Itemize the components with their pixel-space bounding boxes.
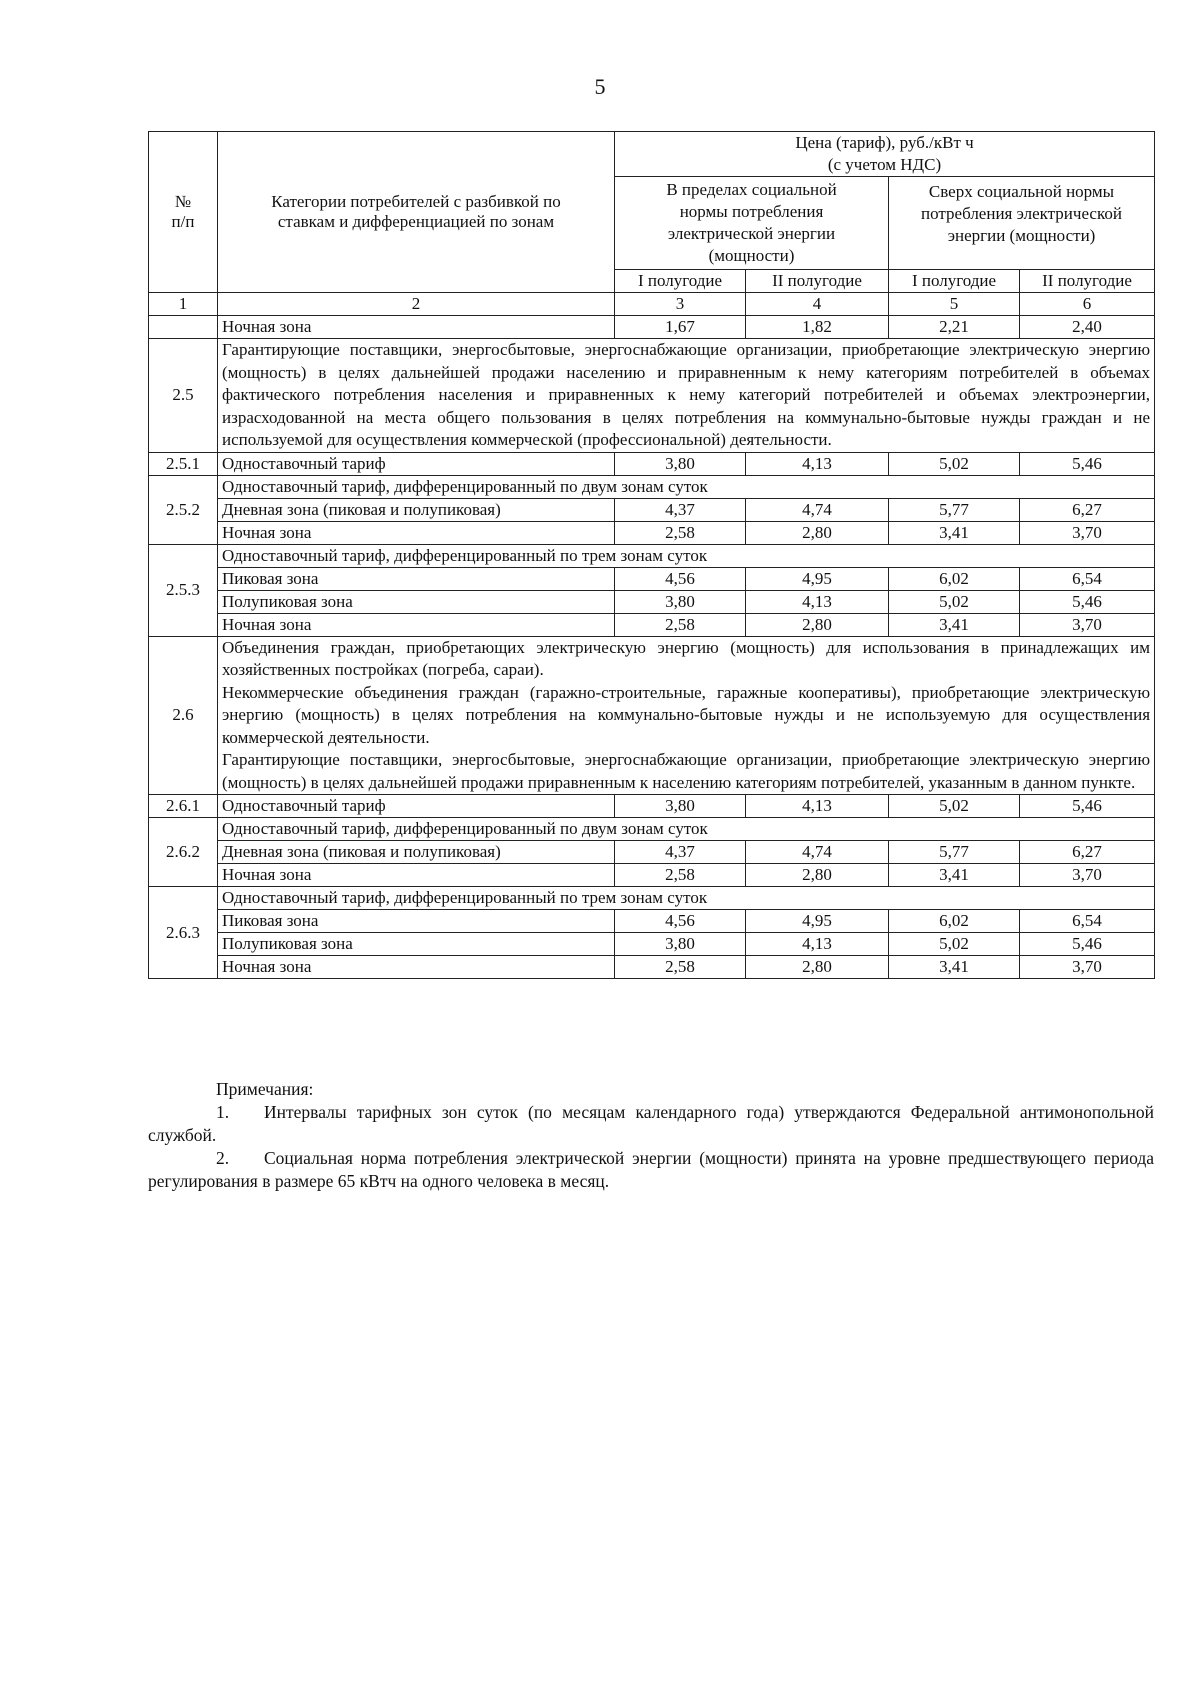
row-num: 2.6 <box>149 636 218 795</box>
value-cell: 6,54 <box>1020 910 1155 933</box>
value-cell: 5,02 <box>889 933 1020 956</box>
section-paragraph: Некоммерческие объединения граждан (гаражно-строительные, гаражные кооперативы), приобретающие электрическую энергию (мощность) в целях потребления на коммунально-бытовые нужды и не используемую для осуществления коммерческой деятельности. <box>222 682 1151 747</box>
note-item <box>148 1147 1154 1193</box>
header-h4: II полугодие <box>1020 270 1155 293</box>
col-number: 5 <box>889 293 1020 316</box>
value-cell: 2,58 <box>615 956 746 979</box>
section-description: Гарантирующие поставщики, энергосбытовые, энергоснабжающие организации, приобретающие электрическую энергию (мощность) в целях дальнейшей продажи населению и приравненным к нему категориям потребителей в объемах фактического потребления населения и приравненных к нему категорий потребителей и объемах электроэнергии, израсходованной на места общего пользования в целях потребления на коммунально-бытовые нужды граждан и не используемой для осуществления коммерческой (профессиональной) деятельности. <box>218 339 1155 453</box>
row-num: 2.6.1 <box>149 795 218 818</box>
section-paragraph: Гарантирующие поставщики, энергосбытовые, энергоснабжающие организации, приобретающие электрическую энергию (мощность) в целях дальнейшей продажи приравненным к населению категориям потребителей, указанным в данном пункте. <box>222 750 1151 792</box>
value-cell: 3,70 <box>1020 613 1155 636</box>
value-cell: 6,54 <box>1020 567 1155 590</box>
value-cell: 5,46 <box>1020 452 1155 475</box>
row-label: Пиковая зона <box>218 910 615 933</box>
value-cell: 5,02 <box>889 590 1020 613</box>
column-number-row <box>149 293 1155 316</box>
value-cell: 4,13 <box>746 590 889 613</box>
subsection-title: Одноставочный тариф, дифференцированный по двум зонам суток <box>218 475 1155 498</box>
value-cell: 6,02 <box>889 910 1020 933</box>
notes-block <box>148 1078 1154 1193</box>
section-description <box>218 636 1155 795</box>
col-number: 3 <box>615 293 746 316</box>
row-num: 2.5.3 <box>149 544 218 636</box>
table-row <box>149 818 1155 841</box>
row-num: 2.6.3 <box>149 887 218 979</box>
value-cell: 4,13 <box>746 933 889 956</box>
value-cell: 4,37 <box>615 841 746 864</box>
value-cell: 1,82 <box>746 316 889 339</box>
value-cell: 2,58 <box>615 613 746 636</box>
table-row <box>149 613 1155 636</box>
value-cell: 3,41 <box>889 613 1020 636</box>
table-row <box>149 452 1155 475</box>
header-h2: II полугодие <box>746 270 889 293</box>
row-num: 2.5.2 <box>149 475 218 544</box>
tariff-table <box>148 131 1155 979</box>
note-number: 1. <box>216 1102 230 1122</box>
table-row <box>149 956 1155 979</box>
header-within-norm: В пределах социальной нормы потребления электрической энергии (мощности) <box>615 177 889 270</box>
row-label: Одноставочный тариф <box>218 795 615 818</box>
note-item <box>148 1101 1154 1147</box>
row-label: Полупиковая зона <box>218 590 615 613</box>
value-cell: 2,80 <box>746 521 889 544</box>
value-cell: 3,80 <box>615 795 746 818</box>
section-row <box>149 636 1155 795</box>
table-row <box>149 910 1155 933</box>
value-cell: 3,70 <box>1020 521 1155 544</box>
value-cell: 3,80 <box>615 452 746 475</box>
value-cell: 4,95 <box>746 910 889 933</box>
row-label: Ночная зона <box>218 613 615 636</box>
value-cell: 4,74 <box>746 498 889 521</box>
table-row <box>149 841 1155 864</box>
value-cell: 4,56 <box>615 910 746 933</box>
row-label: Дневная зона (пиковая и полупиковая) <box>218 498 615 521</box>
table-row <box>149 887 1155 910</box>
header-price: Цена (тариф), руб./кВт ч (с учетом НДС) <box>615 132 1155 177</box>
col-number: 2 <box>218 293 615 316</box>
value-cell: 4,56 <box>615 567 746 590</box>
row-label: Полупиковая зона <box>218 933 615 956</box>
value-cell: 5,02 <box>889 795 1020 818</box>
subsection-title: Одноставочный тариф, дифференцированный по трем зонам суток <box>218 544 1155 567</box>
value-cell: 5,02 <box>889 452 1020 475</box>
value-cell: 2,80 <box>746 956 889 979</box>
table-row <box>149 521 1155 544</box>
value-cell: 3,41 <box>889 521 1020 544</box>
table-row <box>149 316 1155 339</box>
section-row <box>149 339 1155 453</box>
value-cell: 6,27 <box>1020 841 1155 864</box>
value-cell: 5,46 <box>1020 933 1155 956</box>
row-label: Ночная зона <box>218 864 615 887</box>
row-num <box>149 316 218 339</box>
col-number: 6 <box>1020 293 1155 316</box>
row-label: Одноставочный тариф <box>218 452 615 475</box>
table-row <box>149 567 1155 590</box>
subsection-title: Одноставочный тариф, дифференцированный по трем зонам суток <box>218 887 1155 910</box>
value-cell: 4,37 <box>615 498 746 521</box>
value-cell: 4,13 <box>746 452 889 475</box>
value-cell: 2,80 <box>746 864 889 887</box>
value-cell: 3,41 <box>889 956 1020 979</box>
table-row <box>149 933 1155 956</box>
table-row <box>149 544 1155 567</box>
table-row <box>149 475 1155 498</box>
value-cell: 2,21 <box>889 316 1020 339</box>
value-cell: 3,70 <box>1020 864 1155 887</box>
header-category: Категории потребителей с разбивкой по ставкам и дифференциацией по зонам <box>218 132 615 293</box>
row-label: Ночная зона <box>218 521 615 544</box>
value-cell: 2,58 <box>615 864 746 887</box>
row-label: Ночная зона <box>218 316 615 339</box>
value-cell: 6,02 <box>889 567 1020 590</box>
header-above-norm: Сверх социальной нормы потребления электрической энергии (мощности) <box>889 177 1155 270</box>
table-row <box>149 864 1155 887</box>
value-cell: 3,70 <box>1020 956 1155 979</box>
value-cell: 2,58 <box>615 521 746 544</box>
row-label: Пиковая зона <box>218 567 615 590</box>
note-number: 2. <box>216 1148 230 1168</box>
row-num: 2.5.1 <box>149 452 218 475</box>
section-paragraph: Объединения граждан, приобретающих электрическую энергию (мощность) для использования в принадлежащих им хозяйственных постройках (погреба, сараи). <box>222 637 1151 679</box>
notes-heading: Примечания: <box>216 1079 314 1099</box>
value-cell: 5,77 <box>889 841 1020 864</box>
value-cell: 3,80 <box>615 590 746 613</box>
table-row <box>149 795 1155 818</box>
value-cell: 3,41 <box>889 864 1020 887</box>
value-cell: 5,46 <box>1020 590 1155 613</box>
subsection-title: Одноставочный тариф, дифференцированный по двум зонам суток <box>218 818 1155 841</box>
note-text: Интервалы тарифных зон суток (по месяцам календарного года) утверждаются Федеральной антимонопольной службой. <box>148 1102 1154 1145</box>
value-cell: 4,13 <box>746 795 889 818</box>
col-number: 4 <box>746 293 889 316</box>
row-num: 2.6.2 <box>149 818 218 887</box>
page-number: 5 <box>594 74 606 99</box>
header-h1: I полугодие <box>615 270 746 293</box>
value-cell: 2,80 <box>746 613 889 636</box>
header-h3: I полугодие <box>889 270 1020 293</box>
value-cell: 5,77 <box>889 498 1020 521</box>
value-cell: 2,40 <box>1020 316 1155 339</box>
value-cell: 6,27 <box>1020 498 1155 521</box>
value-cell: 4,95 <box>746 567 889 590</box>
row-label: Дневная зона (пиковая и полупиковая) <box>218 841 615 864</box>
header-row <box>149 132 1155 177</box>
value-cell: 4,74 <box>746 841 889 864</box>
value-cell: 1,67 <box>615 316 746 339</box>
row-label: Ночная зона <box>218 956 615 979</box>
col-number: 1 <box>149 293 218 316</box>
table-row <box>149 590 1155 613</box>
note-text: Социальная норма потребления электрической энергии (мощности) принята на уровне предшествующего периода регулирования в размере 65 кВтч на одного человека в месяц. <box>148 1148 1154 1191</box>
value-cell: 3,80 <box>615 933 746 956</box>
row-num: 2.5 <box>149 339 218 453</box>
value-cell: 5,46 <box>1020 795 1155 818</box>
header-num: № п/п <box>149 132 218 293</box>
table-row <box>149 498 1155 521</box>
